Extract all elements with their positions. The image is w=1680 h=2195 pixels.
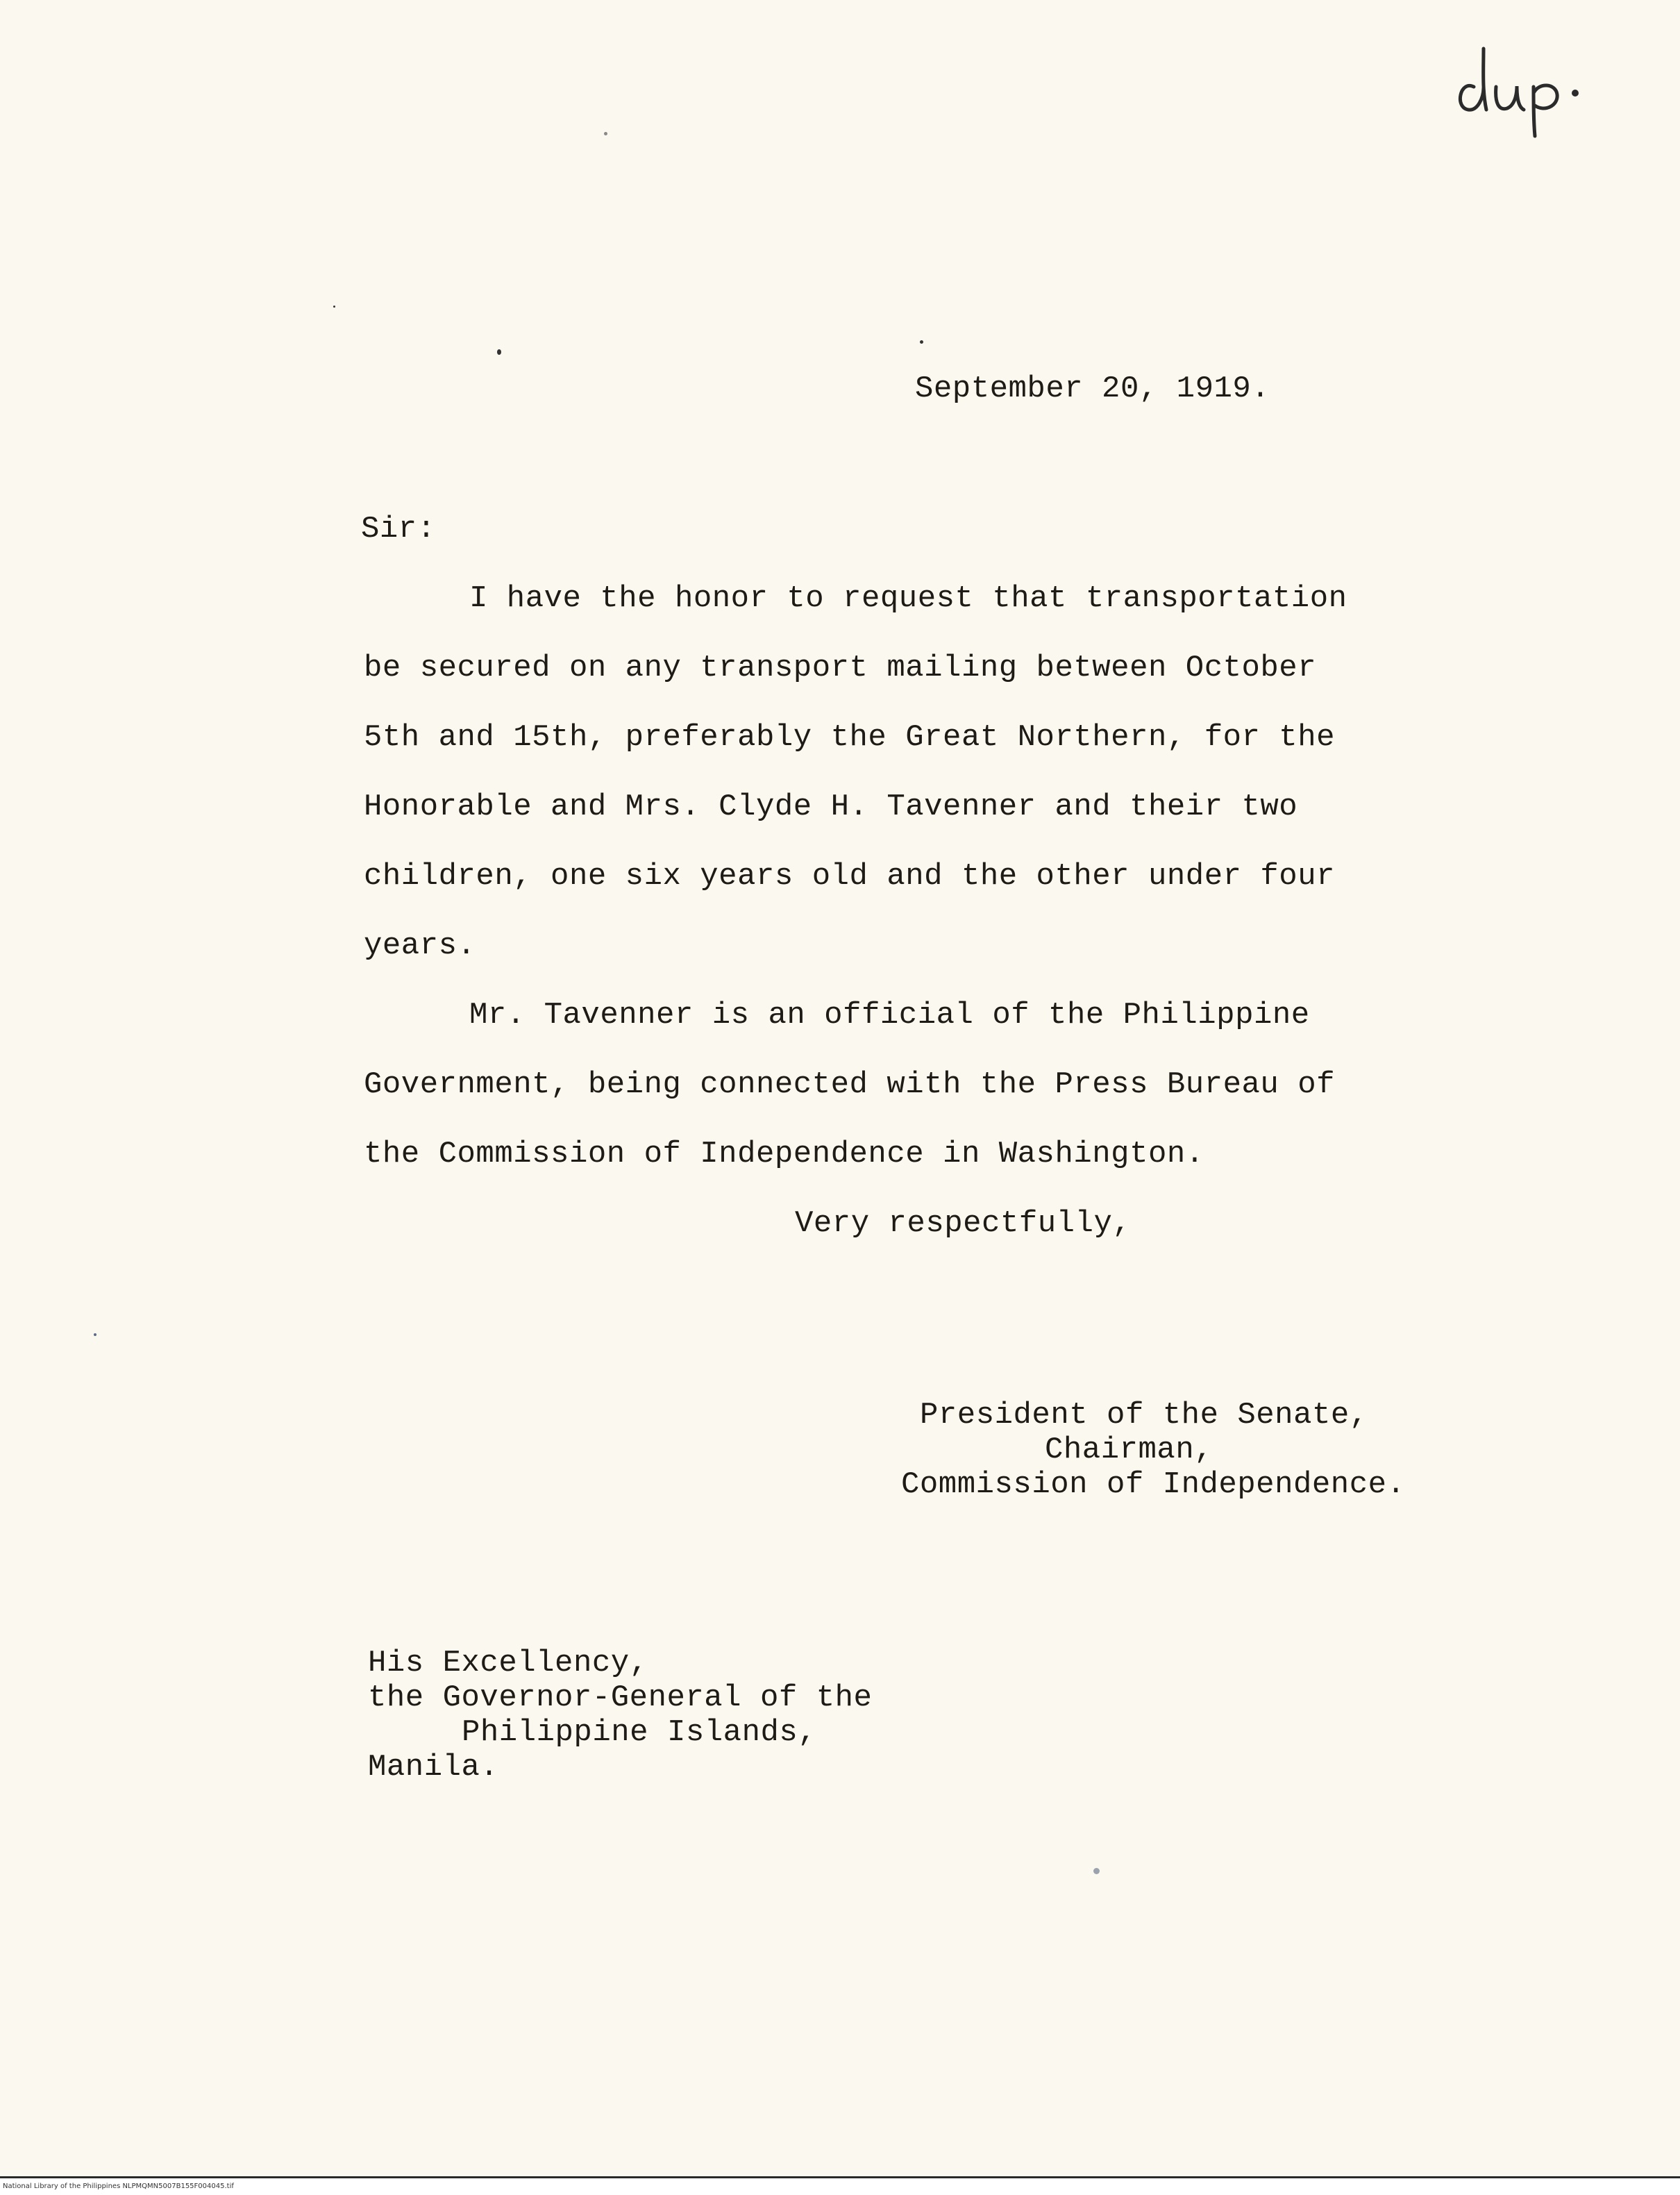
body-line: children, one six years old and the other under four [364, 859, 1336, 894]
body-line: the Commission of Independence in Washington. [364, 1137, 1204, 1171]
letter-date: September 20, 1919. [915, 372, 1270, 406]
signature-title-chairman: Chairman, [1045, 1433, 1213, 1467]
scan-footer-label: National Library of the Philippines NLPMQMN5007B155F004045.tif [3, 2183, 234, 2190]
addressee-city: Manila. [368, 1750, 499, 1785]
salutation: Sir: [361, 512, 436, 546]
paper-speck [94, 1333, 96, 1336]
body-line: Honorable and Mrs. Clyde H. Tavenner and their two [364, 790, 1298, 824]
body-line: 5th and 15th, preferably the Great Northern, for the [364, 720, 1336, 755]
handwritten-dup-note [1447, 21, 1607, 139]
addressee-line: the Governor-General of the [368, 1680, 873, 1715]
paper-speck [333, 306, 335, 308]
paper-speck [1093, 1868, 1100, 1874]
paper-speck [920, 340, 923, 344]
body-line: be secured on any transport mailing between October [364, 651, 1317, 685]
addressee-line: His Excellency, [368, 1646, 648, 1680]
paper-speck [497, 349, 501, 355]
addressee-line: Philippine Islands, [462, 1715, 817, 1750]
signature-title-commission: Commission of Independence. [901, 1467, 1406, 1502]
closing: Very respectfully, [795, 1206, 1132, 1241]
scan-footer-strip [0, 2176, 1680, 2195]
body-line: Government, being connected with the Press Bureau of [364, 1067, 1336, 1102]
body-line: I have the honor to request that transportation [469, 581, 1347, 616]
paper-speck [604, 132, 607, 135]
body-line: Mr. Tavenner is an official of the Philippine [469, 998, 1310, 1033]
signature-title-president: President of the Senate, [920, 1398, 1368, 1433]
body-line: years. [364, 928, 476, 963]
